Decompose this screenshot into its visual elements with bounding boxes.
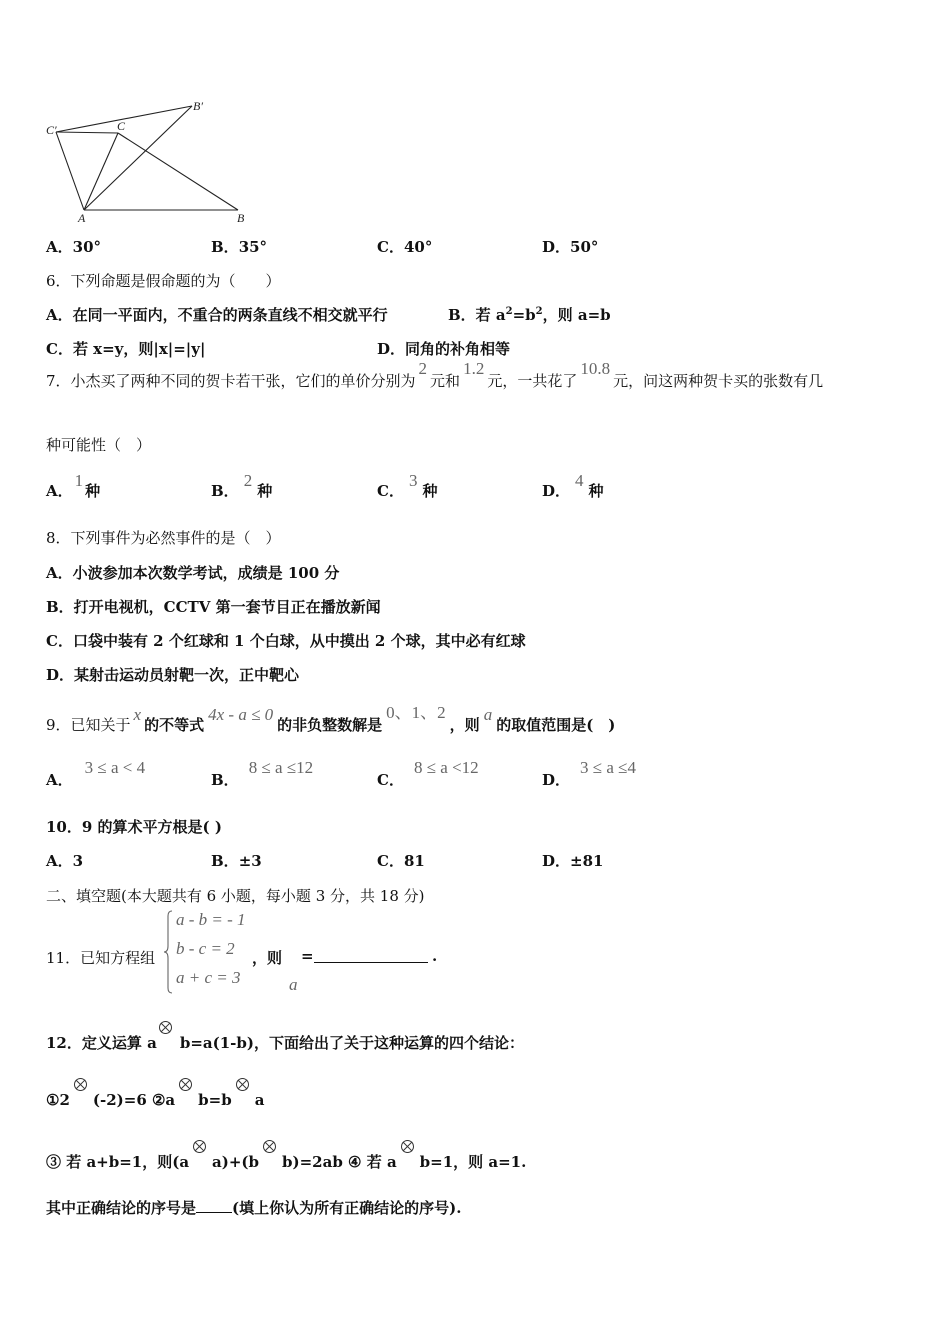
segment-c-b [118, 133, 238, 210]
q10-option-a: A．3 [46, 852, 84, 870]
segment-cprime-c [56, 132, 118, 133]
q9-option-b: B．8 ≤ a ≤12 [211, 758, 314, 789]
otimes-icon [159, 1021, 172, 1034]
q11-prefix: 11．已知方程组 [46, 949, 156, 967]
q8-stem: 8．下列事件为必然事件的是（ ） [46, 529, 281, 547]
q6-option-d: D．同角的补角相等 [377, 340, 511, 358]
label-b: B [237, 211, 245, 225]
q10-option-b: B．±3 [211, 852, 262, 870]
q11-answer-blank[interactable] [314, 948, 428, 963]
q10-option-c: C．81 [377, 852, 425, 870]
otimes-icon [263, 1140, 276, 1153]
q5-option-a: A．30° [46, 238, 102, 256]
q6-stem: 6．下列命题是假命题的为（ ） [46, 272, 281, 290]
q8-option-b: B．打开电视机，CCTV 第一套节目正在播放新闻 [46, 598, 381, 616]
segment-cprime-a [56, 132, 84, 210]
q11-equation-3: a + c = 3 [176, 968, 241, 987]
q10-stem: 10．9 的算术平方根是( ) [46, 818, 222, 836]
q12-line-2: ①2 (-2)=6 ②a b=b a [46, 1091, 264, 1109]
q11-denominator: a [289, 975, 298, 994]
q7-option-d: D．4种 [542, 471, 604, 500]
segment-c-a [84, 133, 118, 210]
q6-option-c: C．若 x=y，则|x|=|y| [46, 340, 206, 358]
q5-option-d: D．50° [542, 238, 599, 256]
q5-option-c: C．40° [377, 238, 433, 256]
q11-equation-2: b - c = 2 [176, 939, 235, 958]
q12-answer-blank[interactable] [196, 1198, 232, 1213]
q6-option-b: B．若 $a^2=b^2$，则 a=b [448, 306, 611, 324]
q7-price-1: 2 [418, 359, 428, 378]
section-2-heading: 二、填空题(本大题共有 6 小题，每小题 3 分，共 18 分) [46, 887, 425, 905]
q10-option-d: D．±81 [542, 852, 604, 870]
otimes-icon [193, 1140, 206, 1153]
q7-stem-line2: 种可能性（ ） [46, 436, 152, 454]
otimes-icon [179, 1078, 192, 1091]
geometry-figure [40, 96, 260, 231]
q9-stem: 9．已知关于x的不等式4x - a ≤ 0的非负整数解是0、1、2，则a的取值范围是( ) [46, 703, 616, 734]
q12-line-1: 12．定义运算 a b=a(1-b)，下面给出了关于这种运算的四个结论： [46, 1032, 524, 1053]
q5-option-b: B．35° [211, 238, 268, 256]
otimes-icon [236, 1078, 249, 1091]
label-a: A [78, 211, 86, 225]
q11-then: ，则 [252, 949, 283, 967]
q11-equation-1: a - b = - 1 [176, 910, 246, 929]
segment-a-bprime [84, 106, 192, 210]
q12-line-3: ③ 若 a+b=1，则(a a)+(b b)=2ab ④ 若 a b=1，则 a=1. [46, 1151, 526, 1172]
q12-line-4: 其中正确结论的序号是 (填上你认为所有正确结论的序号). [46, 1199, 462, 1217]
q6-option-a: A．在同一平面内，不重合的两条直线不相交就平行 [46, 306, 388, 324]
q11-period: . [432, 947, 438, 965]
q7-stem-line1: 7．小杰买了两种不同的贺卡若干张，它们的单价分别为2元和1.2元，一共花了10.8元，问这两种贺卡买的张数有几 [46, 359, 824, 390]
otimes-icon [74, 1078, 87, 1091]
q11-system-brace [164, 910, 174, 994]
otimes-icon [401, 1140, 414, 1153]
q8-option-a: A．小波参加本次数学考试，成绩是 100 分 [46, 564, 340, 582]
q8-option-d: D．某射击运动员射靶一次，正中靶心 [46, 666, 300, 684]
q7-option-a: A．1种 [46, 471, 101, 500]
q9-option-d: D．3 ≤ a ≤4 [542, 758, 636, 789]
q9-inequality: 4x - a ≤ 0 [208, 705, 274, 724]
q7-total: 10.8 [580, 359, 611, 378]
label-c: C [117, 119, 126, 133]
q7-option-b: B．2种 [211, 471, 273, 500]
label-b-prime: B′ [193, 99, 203, 113]
q7-option-c: C．3种 [377, 471, 438, 500]
q9-option-a: A．3 ≤ a < 4 [46, 758, 146, 789]
q7-price-2: 1.2 [463, 359, 485, 378]
q8-option-c: C．口袋中装有 2 个红球和 1 个白球，从中摸出 2 个球，其中必有红球 [46, 632, 526, 650]
q9-option-c: C．8 ≤ a <12 [377, 758, 479, 789]
q11-equals: = [301, 947, 314, 965]
q9-solutions: 0、1、2 [386, 703, 446, 722]
label-c-prime: C′ [46, 123, 57, 137]
